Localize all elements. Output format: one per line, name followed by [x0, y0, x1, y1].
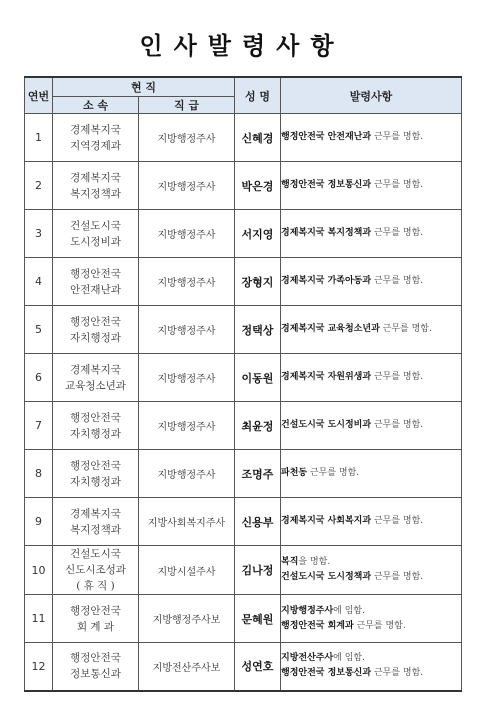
- order-cell: [281, 402, 462, 450]
- rank-cell: 지방시설주사: [139, 546, 235, 595]
- order-line: [281, 226, 461, 241]
- dept-line: 행정안전국: [70, 652, 121, 665]
- order-target: 경제복지국 가족아동과: [281, 276, 372, 286]
- dept-cell: [53, 354, 139, 402]
- dept-cell: [53, 162, 139, 210]
- order-line: [281, 370, 461, 385]
- order-text: 근무를 명함.: [307, 468, 360, 478]
- person-name: 최윤정: [235, 402, 281, 450]
- person-name: 신혜경: [235, 114, 281, 162]
- person-name: 박은경: [235, 162, 281, 210]
- dept-line: 자치행정과: [70, 427, 121, 440]
- dept-line: 복지정책과: [70, 187, 121, 200]
- table-row: [25, 450, 462, 498]
- order-line: [281, 466, 461, 481]
- row-number: 6: [25, 354, 53, 402]
- rank-cell: 지방행정주사: [139, 162, 235, 210]
- order-target: 행정안전국 안전재난과: [281, 132, 372, 142]
- row-number: 4: [25, 258, 53, 306]
- document-title: 인사발령사항: [139, 31, 345, 60]
- order-text: 근무를 명함.: [353, 620, 406, 631]
- dept-cell: [53, 450, 139, 498]
- order-line: [281, 130, 461, 145]
- order-target: 파천동: [281, 468, 308, 478]
- dept-cell: [53, 114, 139, 162]
- order-cell: [281, 450, 462, 498]
- dept-line: 도시정비과: [70, 235, 121, 248]
- order-target: 행정안전국 정보통신과: [281, 180, 372, 190]
- order-line: [281, 570, 461, 585]
- person-name: 장형지: [235, 258, 281, 306]
- person-name: 이동원: [235, 354, 281, 402]
- order-text: 근무를 명함.: [371, 276, 424, 286]
- order-cell: [281, 643, 462, 691]
- order-line: [281, 666, 461, 681]
- order-cell: [281, 162, 462, 210]
- order-text: 에 임함.: [333, 653, 365, 664]
- dept-line: 경제복지국: [70, 507, 121, 520]
- order-line: [281, 651, 461, 666]
- order-line: [281, 274, 461, 289]
- dept-cell: [53, 258, 139, 306]
- person-name: 문혜원: [235, 595, 281, 643]
- table-row: [25, 498, 462, 546]
- dept-line: 행정안전국: [70, 459, 121, 472]
- dept-line: 정보통신과: [70, 668, 121, 681]
- row-number: 5: [25, 306, 53, 354]
- dept-line: 자치행정과: [70, 475, 121, 488]
- dept-line: 행정안전국: [70, 411, 121, 424]
- rank-cell: 지방행정주사: [139, 306, 235, 354]
- dept-line: ( 휴 직 ): [76, 580, 115, 592]
- dept-cell: [53, 546, 139, 595]
- row-number: 11: [25, 595, 53, 643]
- order-target: 지방전산주사: [281, 653, 334, 664]
- row-number: 9: [25, 498, 53, 546]
- rank-cell: 지방행정주사: [139, 114, 235, 162]
- order-text: 근무를 명함.: [371, 516, 424, 526]
- order-text: 근무를 명함.: [371, 420, 424, 430]
- header-order: 발령사항: [281, 77, 462, 114]
- person-name: 성연호: [235, 643, 281, 691]
- dept-cell: [53, 306, 139, 354]
- order-target: 건설도시국 도시정책과: [281, 572, 372, 582]
- dept-cell: [53, 595, 139, 643]
- rank-cell: 지방행정주사: [139, 210, 235, 258]
- order-target: 복직: [281, 557, 299, 567]
- header-name: 성 명: [235, 77, 281, 114]
- row-number: 1: [25, 114, 53, 162]
- dept-line: 경제복지국: [70, 123, 121, 136]
- row-number: 3: [25, 210, 53, 258]
- order-target: 경제복지국 복지정책과: [281, 228, 372, 238]
- order-text: 근무를 명함.: [371, 132, 424, 142]
- order-line: [281, 418, 461, 433]
- table-row: [25, 210, 462, 258]
- order-text: 을 명함.: [298, 557, 331, 567]
- order-target: 경제복지국 자원위생과: [281, 372, 372, 382]
- header-dept: 소 속: [53, 97, 139, 114]
- rank-cell: 지방사회복지주사: [139, 498, 235, 546]
- rank-cell: 지방전산주사보: [139, 643, 235, 691]
- order-text: 근무를 명함.: [371, 572, 424, 582]
- table-row: [25, 546, 462, 595]
- order-line: [281, 604, 461, 619]
- table-row: [25, 114, 462, 162]
- order-line: [281, 514, 461, 529]
- order-cell: [281, 498, 462, 546]
- dept-line: 경제복지국: [70, 363, 121, 376]
- table-row: [25, 402, 462, 450]
- order-cell: [281, 306, 462, 354]
- order-text: 에 임함.: [333, 605, 365, 616]
- order-line: [281, 322, 461, 337]
- rank-cell: 지방행정주사: [139, 354, 235, 402]
- order-text: 근무를 명함.: [371, 668, 424, 679]
- table-row: [25, 162, 462, 210]
- person-name: 김나정: [235, 546, 281, 595]
- order-target: 건설도시국 도시정비과: [281, 420, 372, 430]
- order-line: [281, 178, 461, 193]
- order-target: 경제복지국 교육청소년과: [281, 324, 380, 334]
- person-name: 조명주: [235, 450, 281, 498]
- dept-line: 경제복지국: [70, 171, 121, 184]
- personnel-table: [24, 76, 462, 692]
- order-line: [281, 619, 461, 634]
- row-number: 8: [25, 450, 53, 498]
- order-cell: [281, 114, 462, 162]
- order-cell: [281, 546, 462, 595]
- order-line: [281, 555, 461, 570]
- dept-line: 건설도시국: [70, 548, 121, 560]
- order-text: 근무를 명함.: [371, 180, 424, 190]
- dept-line: 건설도시국: [70, 219, 121, 232]
- row-number: 12: [25, 643, 53, 691]
- dept-line: 행정안전국: [70, 267, 121, 280]
- order-text: 근무를 명함.: [371, 372, 424, 382]
- row-number: 10: [25, 546, 53, 595]
- order-target: 지방행정주사: [281, 605, 334, 616]
- order-target: 행정안전국 회계과: [281, 620, 354, 631]
- dept-line: 안전재난과: [70, 283, 121, 296]
- header-no: 연번: [25, 77, 53, 114]
- rank-cell: 지방행정주사: [139, 402, 235, 450]
- rank-cell: 지방행정주사: [139, 258, 235, 306]
- order-target: 경제복지국 사회복지과: [281, 516, 372, 526]
- rank-cell: 지방행정주사: [139, 450, 235, 498]
- person-name: 정택상: [235, 306, 281, 354]
- dept-cell: [53, 498, 139, 546]
- header-current-position: 현 직: [53, 77, 235, 97]
- dept-cell: [53, 643, 139, 691]
- dept-line: 복지정책과: [70, 523, 121, 536]
- order-target: 행정안전국 정보통신과: [281, 668, 372, 679]
- dept-line: 교육청소년과: [65, 379, 126, 392]
- order-cell: [281, 210, 462, 258]
- rank-cell: 지방행정주사보: [139, 595, 235, 643]
- person-name: 서지영: [235, 210, 281, 258]
- dept-line: 회 계 과: [76, 620, 115, 633]
- row-number: 7: [25, 402, 53, 450]
- dept-line: 자치행정과: [70, 331, 121, 344]
- dept-line: 행정안전국: [70, 604, 121, 617]
- table-row: [25, 258, 462, 306]
- table-row: [25, 595, 462, 643]
- dept-line: 신도시조성과: [65, 564, 126, 576]
- order-cell: [281, 354, 462, 402]
- dept-line: 행정안전국: [70, 315, 121, 328]
- header-rank: 직 급: [139, 97, 235, 114]
- order-text: 근무를 명함.: [371, 228, 424, 238]
- order-cell: [281, 258, 462, 306]
- dept-cell: [53, 402, 139, 450]
- table-row: [25, 354, 462, 402]
- dept-line: 지역경제과: [70, 139, 121, 152]
- dept-cell: [53, 210, 139, 258]
- row-number: 2: [25, 162, 53, 210]
- table-row: [25, 306, 462, 354]
- table-row: [25, 643, 462, 691]
- person-name: 신용부: [235, 498, 281, 546]
- order-cell: [281, 595, 462, 643]
- order-text: 근무를 명함.: [379, 324, 432, 334]
